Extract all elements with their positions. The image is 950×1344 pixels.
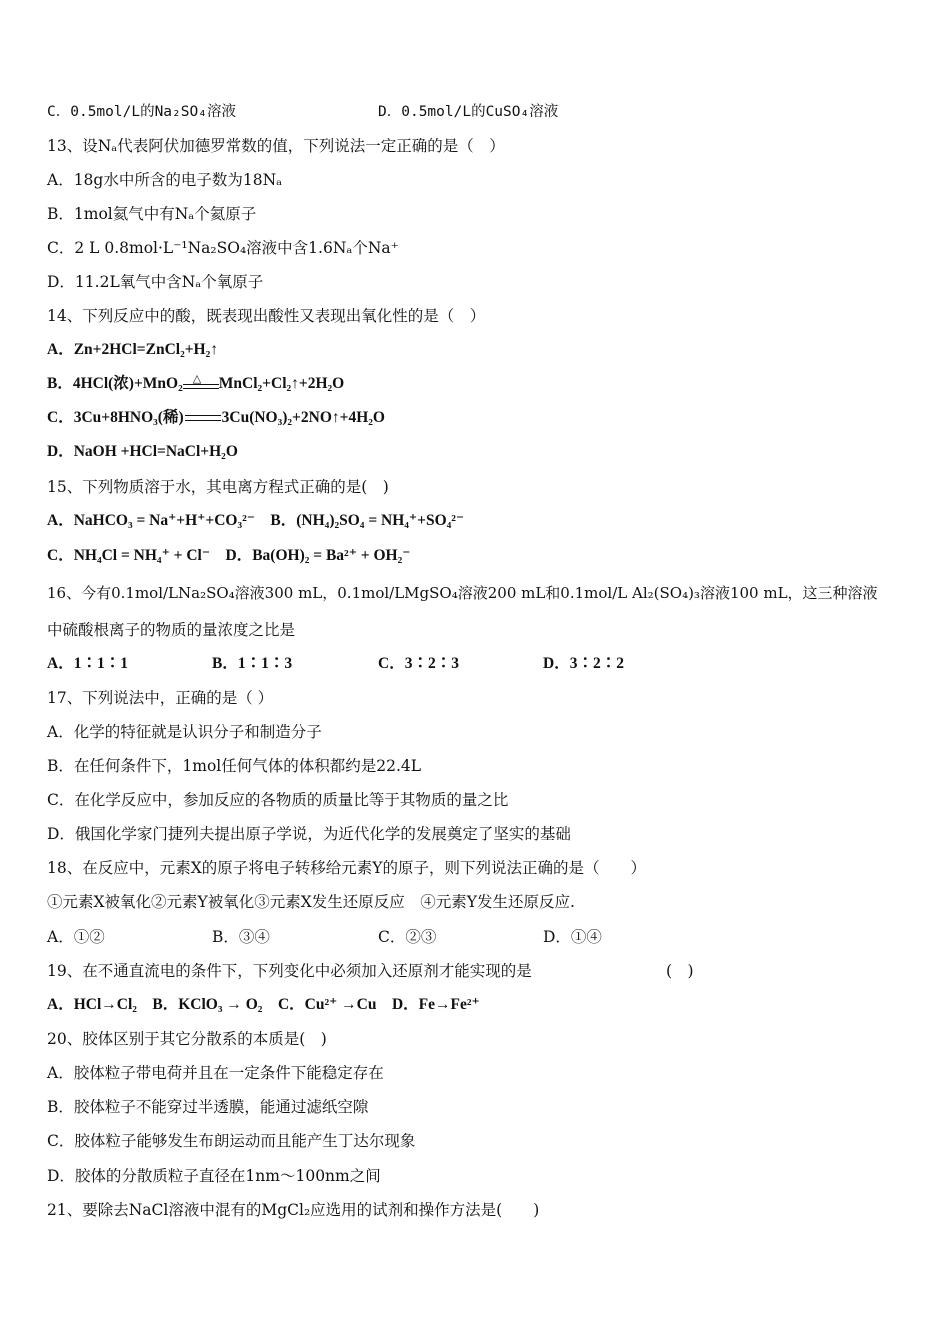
q16-option-a: A．1∶1∶1	[47, 655, 128, 672]
q18-option-c: C．②③	[378, 928, 437, 946]
q20-stem: 20、胶体区别于其它分散系的本质是( )	[47, 1030, 327, 1048]
q13-option-b: B．1mol氦气中有Nₐ个氦原子	[47, 205, 257, 223]
q16-option-b: B．1∶1∶3	[212, 655, 293, 672]
q21-stem: 21、要除去NaCl溶液中混有的MgCl₂应选用的试剂和操作方法是( )	[47, 1201, 540, 1219]
heat-condition-icon: △	[183, 374, 219, 394]
q16-stem-line2: 中硫酸根离子的物质的量浓度之比是	[47, 621, 296, 639]
q14-option-c	[47, 408, 385, 428]
q18-option-b: B．③④	[212, 928, 270, 946]
q13-option-a: A．18g水中所含的电子数为18Nₐ	[47, 171, 283, 189]
q16-option-d: D．3∶2∶2	[543, 655, 624, 672]
q17-option-d: D．俄国化学家门捷列夫提出原子学说，为近代化学的发展奠定了坚实的基础	[47, 825, 571, 843]
q15-options-cd: C．NH₄Cl = NH₄⁺ + Cl⁻ D．Ba(OH)₂ = Ba²⁺ + OH₂⁻	[47, 547, 411, 564]
q13-option-c: C．2 L 0.8mol·L⁻¹Na₂SO₄溶液中含1.6Nₐ个Na⁺	[47, 239, 399, 257]
q12-option-d: D．0.5mol/L的CuSO₄溶液	[378, 104, 559, 120]
q19-stem: 19、在不通直流电的条件下，下列变化中必须加入还原剂才能实现的是	[47, 962, 532, 980]
q16-stem-line1: 16、今有0.1mol/LNa₂SO₄溶液300 mL，0.1mol/LMgSO₄溶液200 mL和0.1mol/L Al₂(SO₄)₃溶液100 mL，这三种溶液	[47, 584, 878, 602]
q20-option-d: D．胶体的分散质粒子直径在1nm～100nm之间	[47, 1167, 381, 1185]
q13-stem: 13、设Nₐ代表阿伏加德罗常数的值，下列说法一定正确的是（ ）	[47, 137, 505, 155]
q17-stem: 17、下列说法中，正确的是（ ）	[47, 689, 274, 707]
q19-answer-paren: ( )	[666, 962, 694, 980]
q16-option-c: C．3∶2∶3	[378, 655, 459, 672]
q17-option-a: A．化学的特征就是认识分子和制造分子	[47, 723, 322, 741]
q15-options-ab: A．NaHCO₃ = Na⁺+H⁺+CO₃²⁻ B．(NH₄)₂SO₄ = NH₄⁺+SO₄²⁻	[47, 512, 465, 529]
q20-option-b: B．胶体粒子不能穿过半透膜，能通过滤纸空隙	[47, 1098, 369, 1116]
q18-option-d: D．①④	[543, 928, 602, 946]
q14-option-c-reactants: C．3Cu+8HNO₃(稀)	[47, 409, 184, 426]
q14-option-d: D．NaOH +HCl=NaCl+H₂O	[47, 443, 238, 460]
q18-option-a: A．①②	[47, 928, 105, 946]
q20-option-c: C．胶体粒子能够发生布朗运动而且能产生丁达尔现象	[47, 1132, 416, 1150]
q12-option-c: C．0.5mol/L的Na₂SO₄溶液	[47, 104, 236, 120]
q18-statements: ①元素X被氧化②元素Y被氧化③元素X发生还原反应 ④元素Y发生还原反应.	[47, 893, 575, 911]
q13-option-d: D．11.2L氧气中含Nₐ个氧原子	[47, 273, 264, 291]
q17-option-b: B．在任何条件下，1mol任何气体的体积都约是22.4L	[47, 757, 422, 775]
q14-option-b	[47, 374, 344, 394]
q20-option-a: A．胶体粒子带电荷并且在一定条件下能稳定存在	[47, 1064, 384, 1082]
q18-stem: 18、在反应中，元素X的原子将电子转移给元素Y的原子，则下列说法正确的是（ ）	[47, 859, 646, 877]
q14-stem: 14、下列反应中的酸，既表现出酸性又表现出氧化性的是（ ）	[47, 307, 486, 325]
q19-options: A．HCl→Cl₂ B．KClO₃ → O₂ C．Cu²⁺ →Cu D．Fe→Fe²⁺	[47, 996, 480, 1013]
q14-option-b-reactants: B．4HCl(浓)+MnO₂	[47, 375, 183, 392]
equals-sign-icon	[185, 415, 221, 421]
q14-option-c-products: 3Cu(NO₃)₂+2NO↑+4H₂O	[221, 409, 385, 426]
q14-option-b-products: MnCl₂+Cl₂↑+2H₂O	[218, 375, 345, 392]
q14-option-a: A．Zn+2HCl=ZnCl₂+H₂↑	[47, 341, 219, 358]
q15-stem: 15、下列物质溶于水，其电离方程式正确的是( )	[47, 478, 389, 496]
q17-option-c: C．在化学反应中，参加反应的各物质的质量比等于其物质的量之比	[47, 791, 509, 809]
